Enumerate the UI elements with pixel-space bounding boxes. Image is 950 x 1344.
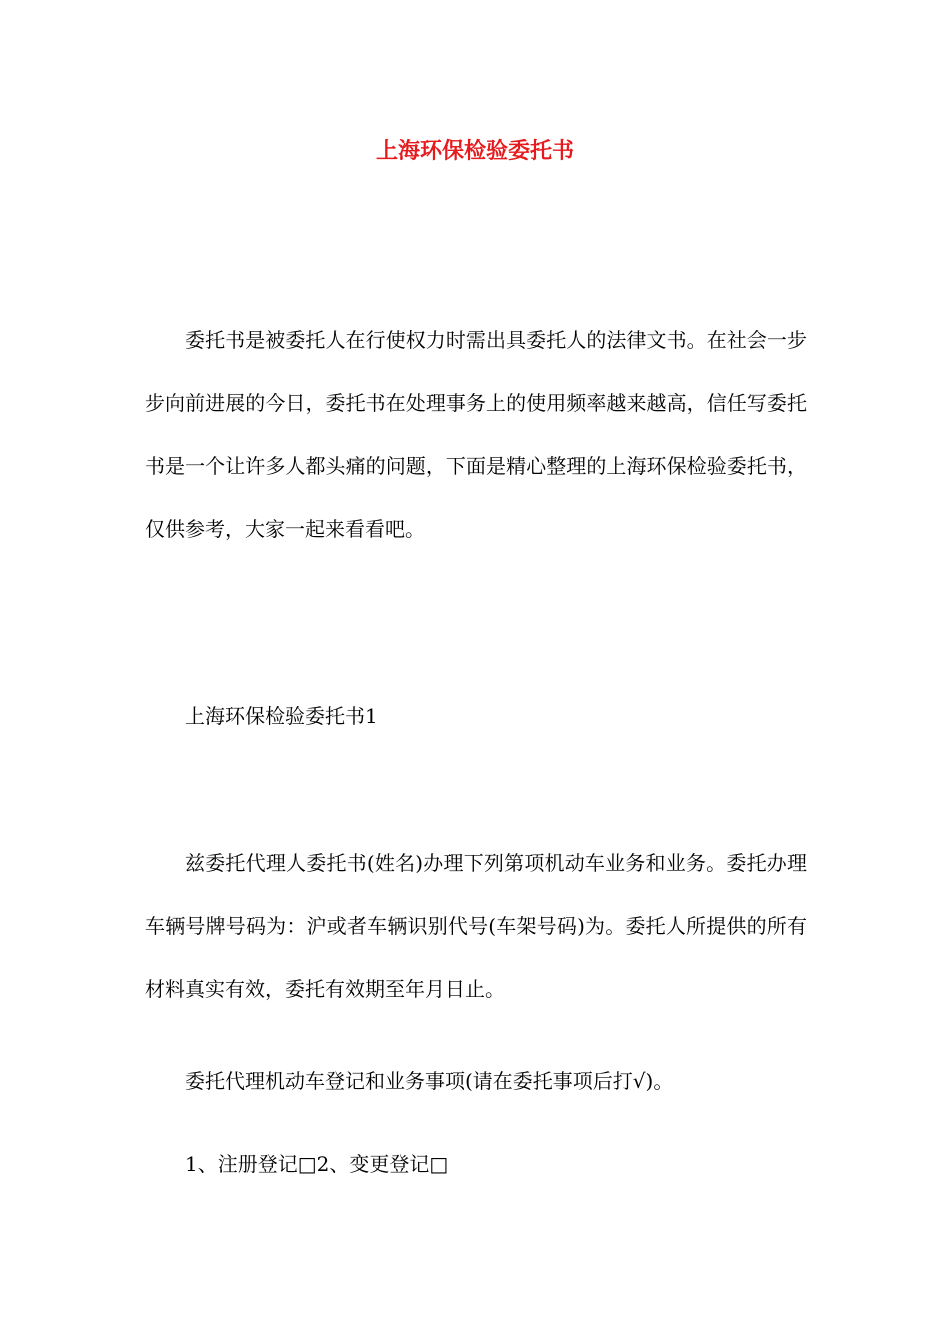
document-title: 上海环保检验委托书 <box>375 138 574 164</box>
section-heading: 上海环保检验委托书1 <box>185 704 378 728</box>
items-line: 1、注册登记□2、变更登记□ <box>185 1152 449 1176</box>
intro-paragraph: 委托书是被委托人在行使权力时需出具委托人的法律文书。在社会一步步向前进展的今日，委托书在处理事务上的使用频率越来越高，信任写委托书是一个让许多人都头痛的问题，下面是精心整理的上海环保检验委托书，仅供参考，大家一起来看看吧。 <box>145 328 807 541</box>
body-paragraph: 兹委托代理人委托书(姓名)办理下列第项机动车业务和业务。委托办理车辆号牌号码为：沪或者车辆识别代号(车架号码)为。委托人所提供的所有材料真实有效，委托有效期至年月日止。 <box>145 851 807 1001</box>
items-heading: 委托代理机动车登记和业务事项(请在委托事项后打√)。 <box>185 1069 674 1093</box>
